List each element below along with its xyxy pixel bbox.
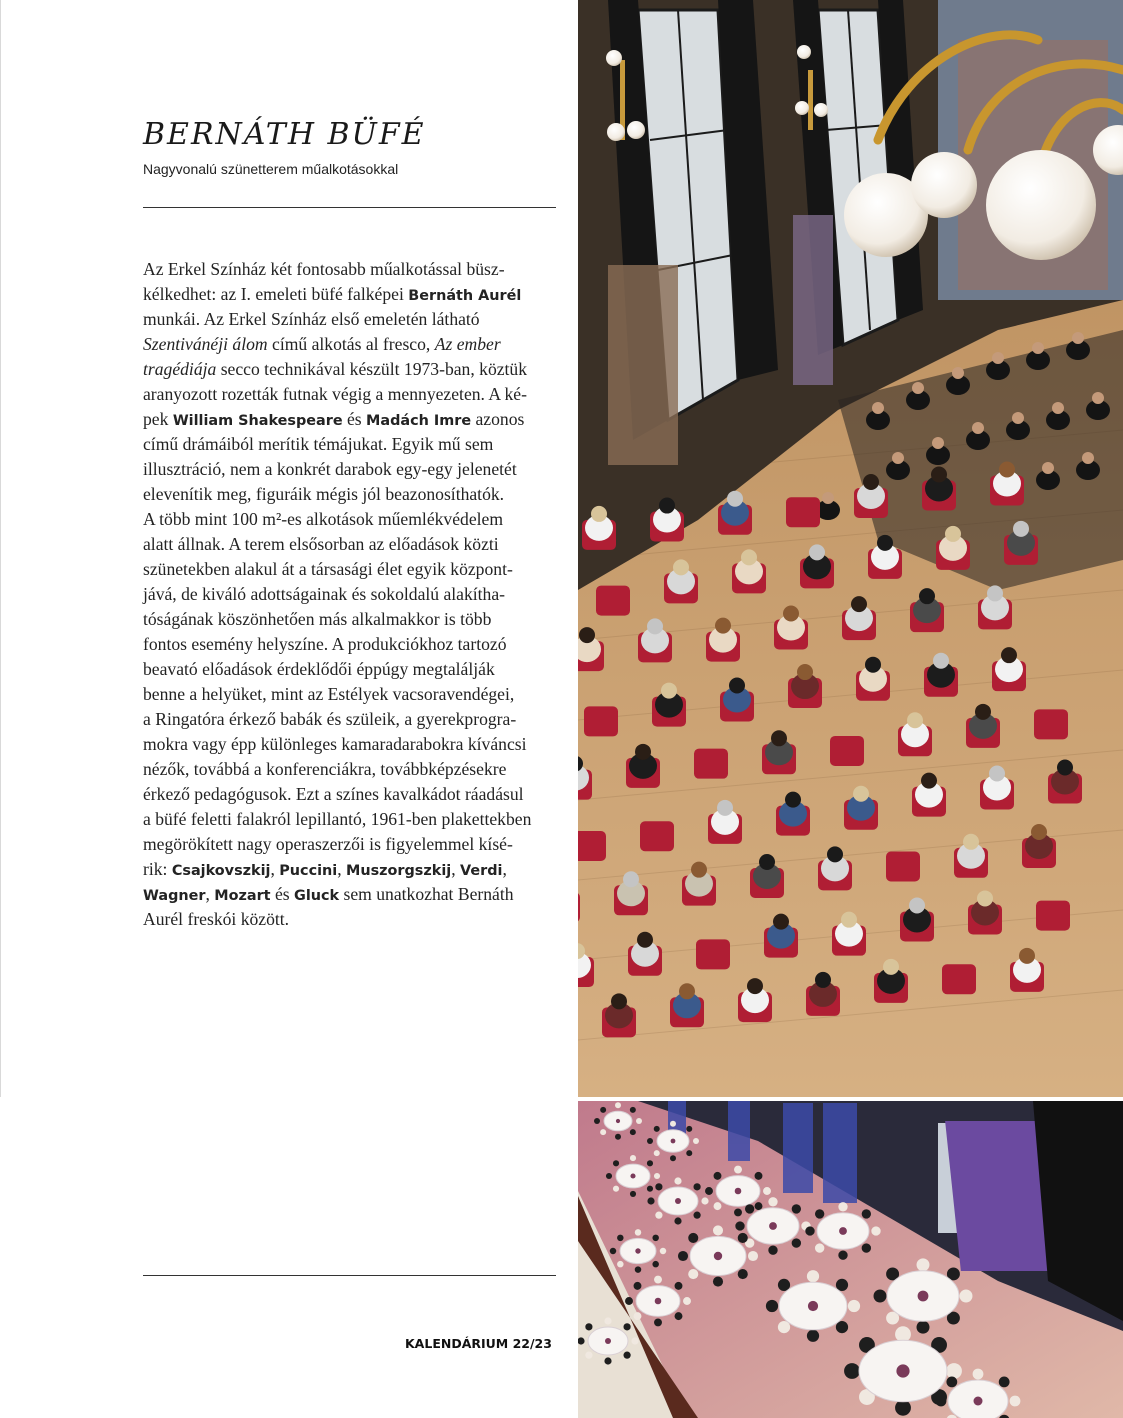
- guest: [936, 1396, 947, 1407]
- guest: [745, 1204, 754, 1213]
- audience-head: [637, 932, 653, 948]
- red-chair: [696, 939, 730, 969]
- body-line: [143, 732, 563, 757]
- text-run: A több mint 100 m²-es alkotások műemlékvédelem: [143, 509, 504, 529]
- body-line: [143, 432, 563, 457]
- guest: [768, 1246, 777, 1255]
- guest: [693, 1183, 700, 1190]
- guest: [647, 1160, 653, 1166]
- body-line: [143, 357, 563, 382]
- text-run: című drámáiból merítik témájukat. Egyik mű sem: [143, 434, 494, 454]
- guest: [675, 1312, 683, 1320]
- guest: [838, 1202, 847, 1211]
- guest: [973, 1369, 984, 1380]
- audience-head: [841, 912, 857, 928]
- guest: [634, 1282, 642, 1290]
- guest: [792, 1238, 801, 1247]
- audience-head: [747, 978, 763, 994]
- audience-head: [945, 526, 961, 542]
- centerpiece: [675, 1198, 681, 1204]
- audience-head: [729, 677, 745, 693]
- red-chair: [942, 964, 976, 994]
- guest: [630, 1129, 636, 1135]
- guest: [815, 1243, 824, 1252]
- article-title: BERNÁTH BÜFÉ: [143, 117, 426, 152]
- centerpiece: [714, 1252, 722, 1260]
- audience-head: [919, 588, 935, 604]
- guest: [734, 1208, 742, 1216]
- text-run: a büfé feletti falakról lepillantó, 1961-ben plakettekben: [143, 809, 532, 829]
- audience-head: [815, 972, 831, 988]
- audience-head: [1031, 824, 1047, 840]
- guest: [848, 1300, 860, 1312]
- audience-head: [717, 800, 733, 816]
- guest: [862, 1209, 871, 1218]
- guest: [636, 1118, 642, 1124]
- body-line: [143, 332, 563, 357]
- guest: [670, 1121, 676, 1127]
- guest: [623, 1352, 630, 1359]
- bold-name: Muszorgszkij: [346, 863, 452, 879]
- red-chair: [1036, 901, 1070, 931]
- body-line: [143, 907, 563, 932]
- audience-head: [909, 897, 925, 913]
- guest: [634, 1312, 642, 1320]
- guest: [688, 1233, 698, 1243]
- musician-head: [1072, 332, 1084, 344]
- italic-title: Szentivánéji álom: [143, 334, 268, 354]
- bold-name: Wagner: [143, 888, 206, 904]
- guest: [946, 1363, 962, 1379]
- guest: [738, 1233, 748, 1243]
- audience-head: [963, 834, 979, 850]
- body-line: [143, 307, 563, 332]
- text-run: jává, de kiváló adottságainak és sokoldalú alakítha-: [143, 584, 506, 604]
- audience-head: [727, 491, 743, 507]
- audience-head: [921, 773, 937, 789]
- body-line: [143, 582, 563, 607]
- body-line: [143, 682, 563, 707]
- musician-head: [872, 402, 884, 414]
- text-run: Aurél freskói között.: [143, 909, 290, 929]
- audience-head: [679, 983, 695, 999]
- body-line: [143, 557, 563, 582]
- body-line: [143, 507, 563, 532]
- bold-name: Csajkovszkij: [171, 863, 271, 879]
- audience-head: [759, 854, 775, 870]
- guest: [654, 1126, 660, 1132]
- guest: [617, 1261, 623, 1267]
- centerpiece: [616, 1119, 620, 1123]
- guest: [683, 1297, 691, 1305]
- audience-head: [809, 544, 825, 560]
- audience-head: [741, 549, 757, 565]
- guest: [615, 1134, 621, 1140]
- guest: [617, 1235, 623, 1241]
- audience-head: [877, 535, 893, 551]
- red-chair: [1034, 709, 1068, 739]
- audience-head: [579, 627, 595, 643]
- guest: [686, 1150, 692, 1156]
- guest: [766, 1300, 778, 1312]
- guest: [701, 1197, 708, 1204]
- body-line: [143, 607, 563, 632]
- guest: [674, 1177, 681, 1184]
- guest: [713, 1277, 723, 1287]
- body-line: [143, 882, 563, 907]
- guest: [862, 1243, 871, 1252]
- text-run: szünetekben alakul át a társasági élet egyik központ-: [143, 559, 513, 579]
- bold-name: Bernáth Aurél: [408, 288, 522, 304]
- body-line: [143, 632, 563, 657]
- audience-head: [1057, 760, 1073, 776]
- guest: [815, 1209, 824, 1218]
- centerpiece: [918, 1291, 929, 1302]
- text-run: ,: [451, 859, 460, 879]
- centerpiece: [974, 1397, 983, 1406]
- text-run: sem unatkozhat Bernáth: [339, 884, 514, 904]
- guest: [613, 1186, 619, 1192]
- red-chair: [578, 831, 606, 861]
- italic-title: tragédiája: [143, 359, 217, 379]
- audience-head: [715, 618, 731, 634]
- text-run: ,: [502, 859, 507, 879]
- musician-head: [1052, 402, 1064, 414]
- audience-head: [1001, 647, 1017, 663]
- body-line: [143, 457, 563, 482]
- guest: [807, 1270, 819, 1282]
- centerpiece: [839, 1227, 847, 1235]
- guest: [655, 1212, 662, 1219]
- centerpiece: [635, 1248, 640, 1253]
- guest: [613, 1160, 619, 1166]
- guest: [678, 1251, 688, 1261]
- guest: [585, 1323, 592, 1330]
- text-run: rik:: [143, 859, 172, 879]
- red-chair: [584, 706, 618, 736]
- footer-divider: [143, 1275, 556, 1276]
- text-run: secco technikával készült 1973-ban, köztük: [216, 359, 528, 379]
- centerpiece: [605, 1338, 611, 1344]
- musician-head: [1082, 452, 1094, 464]
- guest: [635, 1266, 641, 1272]
- guest: [748, 1251, 758, 1261]
- guest: [647, 1138, 653, 1144]
- audience-head: [975, 704, 991, 720]
- audience-head: [933, 653, 949, 669]
- audience-head: [1013, 521, 1029, 537]
- body-line: [143, 707, 563, 732]
- musician-head: [892, 452, 904, 464]
- audience-head: [771, 730, 787, 746]
- guest: [714, 1172, 722, 1180]
- musician-head: [972, 422, 984, 434]
- text-run: és: [270, 884, 295, 904]
- guest: [763, 1187, 771, 1195]
- guest: [655, 1183, 662, 1190]
- musician-head: [932, 437, 944, 449]
- guest: [630, 1155, 636, 1161]
- text-run: ,: [270, 859, 280, 879]
- audience-head: [647, 618, 663, 634]
- text-run: a Ringatóra érkező babák és szüleik, a gyerekprogra-: [143, 709, 517, 729]
- body-line: [143, 657, 563, 682]
- guest: [768, 1197, 777, 1206]
- centerpiece: [808, 1301, 818, 1311]
- guest: [654, 1276, 662, 1284]
- audience-head: [659, 498, 675, 514]
- audience-head: [865, 657, 881, 673]
- guest: [713, 1225, 723, 1235]
- text-run: ,: [337, 859, 347, 879]
- centerpiece: [896, 1364, 909, 1377]
- guest: [604, 1357, 611, 1364]
- guest: [630, 1191, 636, 1197]
- text-run: beavató előadások érdeklődői éppúgy megtalálják: [143, 659, 495, 679]
- guest: [615, 1102, 621, 1108]
- guest: [688, 1269, 698, 1279]
- guest: [917, 1321, 930, 1334]
- musician-head: [1042, 462, 1054, 474]
- body-line: [143, 532, 563, 557]
- red-chair: [694, 749, 728, 779]
- centerpiece: [655, 1298, 662, 1305]
- concert-audience-photo: [578, 0, 1123, 1097]
- magazine-footer: KALENDÁRIUM 22/23: [405, 1336, 552, 1351]
- musician-head: [1092, 392, 1104, 404]
- audience-head: [773, 914, 789, 930]
- text-run: fontos esemény helyszíne. A produkciókhoz tartozó: [143, 634, 507, 654]
- musician-head: [1012, 412, 1024, 424]
- body-line: [143, 782, 563, 807]
- guest: [686, 1126, 692, 1132]
- guest: [738, 1269, 748, 1279]
- text-run: benne a helyüket, mint az Estélyek vacsoravendégei,: [143, 684, 515, 704]
- guest: [652, 1261, 658, 1267]
- red-chair: [830, 736, 864, 766]
- guest: [871, 1226, 880, 1235]
- body-line: [143, 807, 563, 832]
- guest: [693, 1138, 699, 1144]
- centerpiece: [630, 1173, 635, 1178]
- guest: [660, 1248, 666, 1254]
- text-run: és: [342, 409, 367, 429]
- text-run: azonos: [471, 409, 525, 429]
- guest: [755, 1172, 763, 1180]
- guest: [946, 1377, 957, 1388]
- audience-head: [863, 474, 879, 490]
- guest: [630, 1107, 636, 1113]
- bold-name: Mozart: [214, 888, 271, 904]
- audience-head: [623, 871, 639, 887]
- guest: [647, 1197, 654, 1204]
- guest: [705, 1187, 713, 1195]
- audience-head: [907, 712, 923, 728]
- guest: [674, 1217, 681, 1224]
- guest: [610, 1248, 616, 1254]
- body-line: [143, 757, 563, 782]
- audience-head: [827, 846, 843, 862]
- text-run: nézők, továbbá a konferenciákra, továbbképzésekre: [143, 759, 507, 779]
- text-run: megörökített nagy operaszerzői is figyelemmel kísé-: [143, 834, 513, 854]
- guest: [693, 1212, 700, 1219]
- text-run: ,: [205, 884, 215, 904]
- body-line: [143, 382, 563, 407]
- red-chair: [578, 892, 580, 922]
- text-run: tóságának köszönhetően más alkalmakkor is több: [143, 609, 492, 629]
- guest: [838, 1251, 847, 1260]
- text-run: című alkotás al fresco,: [267, 334, 435, 354]
- guest: [999, 1377, 1010, 1388]
- body-line: [143, 257, 563, 282]
- guest: [735, 1221, 744, 1230]
- guest: [807, 1330, 819, 1342]
- guest: [600, 1129, 606, 1135]
- guest: [654, 1318, 662, 1326]
- guest: [600, 1107, 606, 1113]
- guest: [654, 1150, 660, 1156]
- guest: [635, 1229, 641, 1235]
- audience-head: [611, 993, 627, 1009]
- article-body: [143, 257, 563, 932]
- text-run: kélkedhet: az I. emeleti büfé falképei: [143, 284, 409, 304]
- guest: [917, 1258, 930, 1271]
- red-chair: [640, 821, 674, 851]
- guest: [960, 1290, 973, 1303]
- audience-head: [883, 959, 899, 975]
- bold-name: William Shakespeare: [172, 413, 343, 429]
- guest: [631, 1337, 638, 1344]
- guest: [734, 1166, 742, 1174]
- red-chair: [596, 586, 630, 616]
- centerpiece: [671, 1139, 676, 1144]
- text-run: aranyozott rozetták futnak végig a mennyezeten. A ké-: [143, 384, 527, 404]
- guest: [604, 1317, 611, 1324]
- musician-head: [952, 367, 964, 379]
- text-run: érkező pedagógusok. Ezt a színes kavalkádot ráadásul: [143, 784, 524, 804]
- bold-name: Madách Imre: [366, 413, 472, 429]
- audience-head: [661, 683, 677, 699]
- audience-head: [785, 792, 801, 808]
- bold-name: Puccini: [279, 863, 338, 879]
- body-line: [143, 857, 563, 882]
- guest: [844, 1363, 860, 1379]
- guest: [675, 1282, 683, 1290]
- audience-head: [977, 890, 993, 906]
- body-line: [143, 282, 563, 307]
- audience-head: [673, 559, 689, 575]
- text-run: mokra vagy épp különleges kamaradarabokra kíváncsi: [143, 734, 527, 754]
- guest: [652, 1235, 658, 1241]
- audience-head: [691, 862, 707, 878]
- page-edge-line: [0, 0, 1, 1097]
- centerpiece: [735, 1188, 742, 1195]
- body-line: [143, 832, 563, 857]
- audience-head: [851, 596, 867, 612]
- text-run: munkái. Az Erkel Színház első emeletén látható: [143, 309, 480, 329]
- guest: [606, 1173, 612, 1179]
- body-line: [143, 482, 563, 507]
- guest: [594, 1118, 600, 1124]
- text-run: alatt állnak. A terem elsősorban az előadások közti: [143, 534, 499, 554]
- musician-head: [822, 492, 834, 504]
- audience-head: [635, 744, 651, 760]
- text-run: pek: [143, 409, 173, 429]
- audience-head: [987, 585, 1003, 601]
- guest: [714, 1202, 722, 1210]
- audience-head: [797, 664, 813, 680]
- bold-name: Verdi: [459, 863, 503, 879]
- red-chair: [786, 497, 820, 527]
- centerpiece: [769, 1222, 777, 1230]
- guest: [585, 1352, 592, 1359]
- audience-head: [783, 606, 799, 622]
- audience-head: [989, 765, 1005, 781]
- bold-name: Gluck: [294, 888, 340, 904]
- guest: [647, 1186, 653, 1192]
- article-subtitle: Nagyvonalú szünetterem műalkotásokkal: [143, 161, 399, 177]
- guest: [792, 1204, 801, 1213]
- audience-head: [1019, 948, 1035, 964]
- guest: [654, 1173, 660, 1179]
- guest: [670, 1155, 676, 1161]
- musician-head: [1032, 342, 1044, 354]
- guest: [1010, 1396, 1021, 1407]
- audience-head: [853, 786, 869, 802]
- body-line: [143, 407, 563, 432]
- guest: [755, 1202, 763, 1210]
- guest: [625, 1297, 633, 1305]
- text-run: elevenítik meg, figuráik mégis jól beazonosíthatók.: [143, 484, 505, 504]
- guest: [623, 1323, 630, 1330]
- text-run: illusztráció, nem a konkrét darabok egy-egy jelenetét: [143, 459, 517, 479]
- musician-head: [992, 352, 1004, 364]
- red-chair: [886, 852, 920, 882]
- gala-dinner-photo: [578, 1101, 1123, 1418]
- guest: [805, 1226, 814, 1235]
- musician-head: [912, 382, 924, 394]
- italic-title: Az ember: [434, 334, 501, 354]
- audience-head: [931, 466, 947, 482]
- text-run: Az Erkel Színház két fontosabb műalkotással büsz-: [143, 259, 505, 279]
- audience-head: [999, 462, 1015, 478]
- guest: [874, 1290, 887, 1303]
- audience-head: [591, 506, 607, 522]
- title-divider: [143, 207, 556, 208]
